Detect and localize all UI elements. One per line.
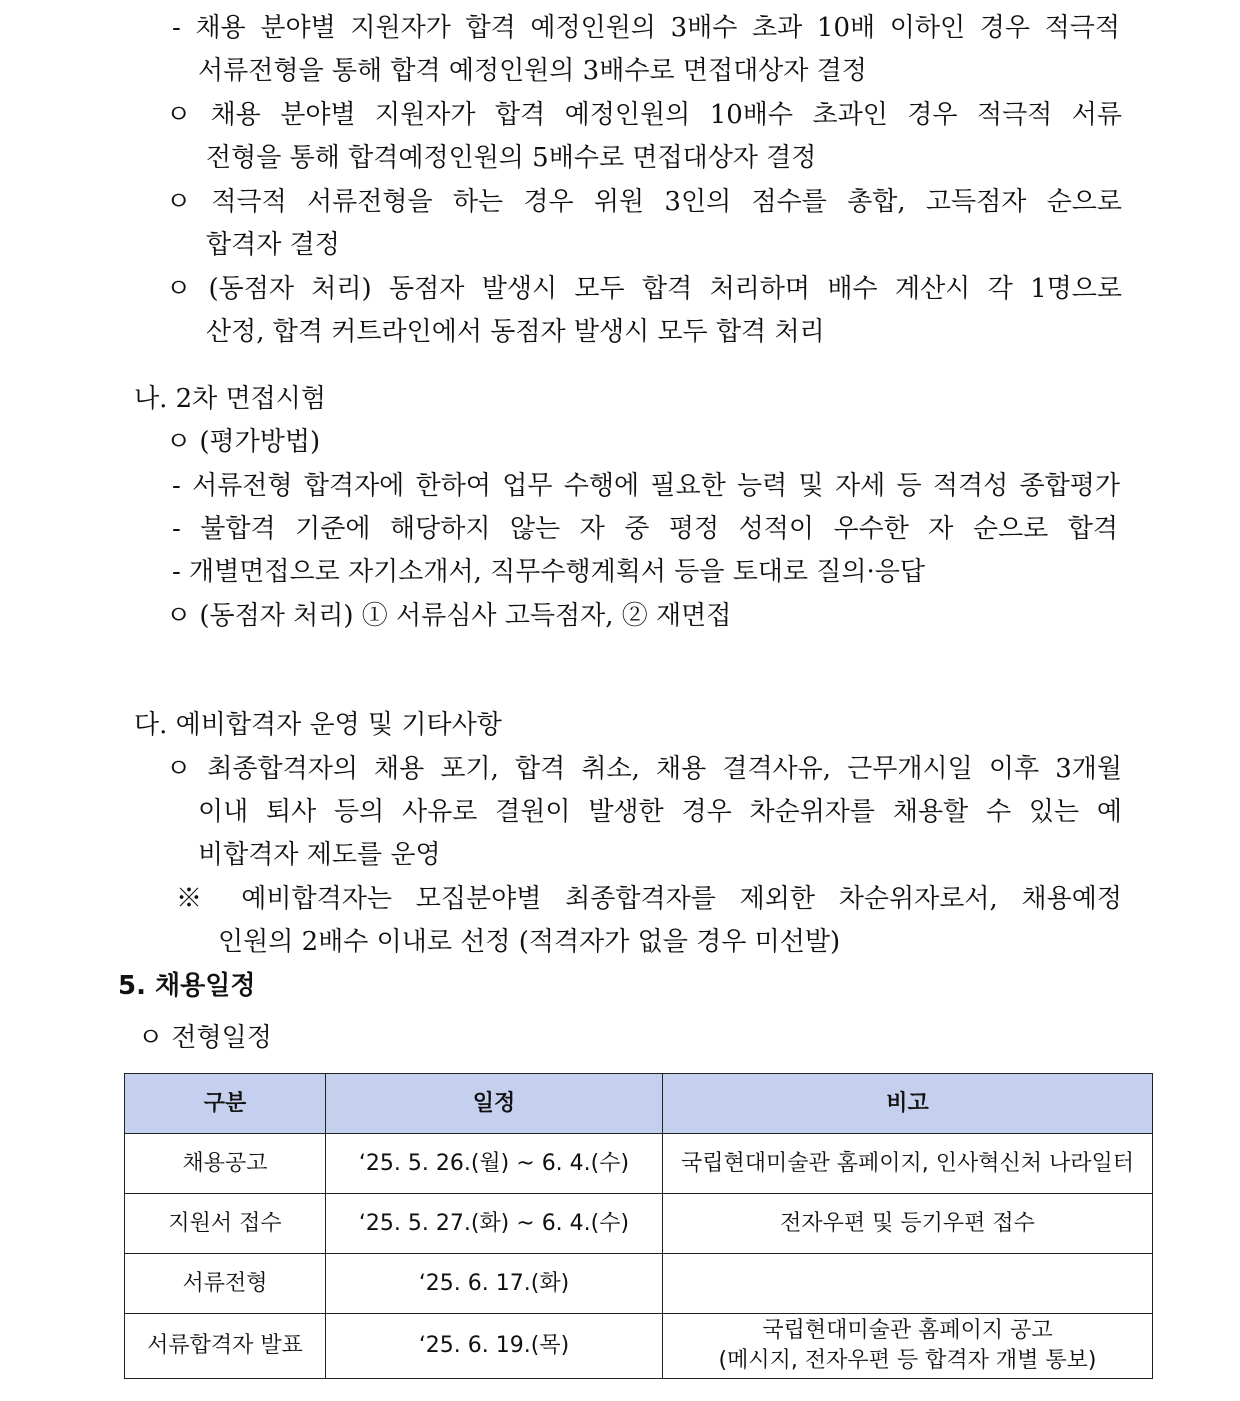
text-line: ㅇ (동점자 처리) 동점자 발생시 모두 합격 처리하며 배수 계산시 각 1명으로 — [166, 274, 1122, 304]
table-row — [125, 1194, 1153, 1254]
cell-category: 서류합격자 발표 — [125, 1314, 326, 1379]
header-schedule: 일정 — [326, 1074, 663, 1134]
cell-schedule: ‘25. 5. 27.(화) ~ 6. 4.(수) — [326, 1194, 663, 1254]
text-line: - 개별면접으로 자기소개서, 직무수행계획서 등을 토대로 질의·응답 — [172, 557, 926, 587]
text-line: 산정, 합격 커트라인에서 동점자 발생시 모두 합격 처리 — [206, 317, 825, 347]
section-heading-schedule: 5. 채용일정 — [118, 971, 256, 1001]
table-header-row — [125, 1074, 1153, 1134]
text-line: 전형을 통해 합격예정인원의 5배수로 면접대상자 결정 — [206, 143, 817, 173]
cell-note-line: (메시지, 전자우편 등 합격자 개별 통보) — [718, 1348, 1097, 1373]
text-line: - 채용 분야별 지원자가 합격 예정인원의 3배수 초과 10배 이하인 경우 적극적 — [172, 13, 1120, 43]
cell-schedule: ‘25. 6. 17.(화) — [326, 1254, 663, 1314]
text-line: 합격자 결정 — [206, 230, 340, 260]
text-line: ㅇ 채용 분야별 지원자가 합격 예정인원의 10배수 초과인 경우 적극적 서류 — [166, 100, 1122, 130]
cell-note: 국립현대미술관 홈페이지, 인사혁신처 나라일터 — [663, 1134, 1153, 1194]
text-line: ㅇ 전형일정 — [138, 1023, 272, 1053]
cell-note: 전자우편 및 등기우편 접수 — [663, 1194, 1153, 1254]
cell-category: 채용공고 — [125, 1134, 326, 1194]
text-line: ㅇ 적극적 서류전형을 하는 경우 위원 3인의 점수를 총합, 고득점자 순으로 — [166, 187, 1122, 217]
cell-category: 서류전형 — [125, 1254, 326, 1314]
table-row — [125, 1134, 1153, 1194]
text-line: ㅇ (동점자 처리) ① 서류심사 고득점자, ② 재면접 — [166, 601, 732, 631]
section-heading-na: 나. 2차 면접시험 — [134, 384, 327, 414]
note-line: ※ 예비합격자는 모집분야별 최종합격자를 제외한 차순위자로서, 채용예정 — [176, 884, 1122, 914]
text-line: ㅇ 최종합격자의 채용 포기, 합격 취소, 채용 결격사유, 근무개시일 이후 3개월 — [166, 754, 1122, 784]
cell-note-line: 국립현대미술관 홈페이지 공고 — [762, 1318, 1053, 1343]
cell-category: 지원서 접수 — [125, 1194, 326, 1254]
header-note: 비고 — [663, 1074, 1153, 1134]
text-line: - 불합격 기준에 해당하지 않는 자 중 평정 성적이 우수한 자 순으로 합격 — [172, 514, 1118, 544]
section-heading-da: 다. 예비합격자 운영 및 기타사항 — [134, 710, 502, 740]
text-line: 이내 퇴사 등의 사유로 결원이 발생한 경우 차순위자를 채용할 수 있는 예 — [198, 797, 1122, 827]
text-line: - 서류전형 합격자에 한하여 업무 수행에 필요한 능력 및 자세 등 적격성 종합평가 — [172, 471, 1120, 501]
cell-schedule: ‘25. 6. 19.(목) — [326, 1314, 663, 1379]
schedule-table — [124, 1073, 1153, 1379]
table-row — [125, 1254, 1153, 1314]
text-line: 비합격자 제도를 운영 — [198, 840, 441, 870]
text-line: 서류전형을 통해 합격 예정인원의 3배수로 면접대상자 결정 — [198, 56, 867, 86]
header-category: 구분 — [125, 1074, 326, 1134]
table-row — [125, 1314, 1153, 1379]
cell-note — [663, 1254, 1153, 1314]
cell-note — [663, 1314, 1153, 1379]
note-line: 인원의 2배수 이내로 선정 (적격자가 없을 경우 미선발) — [218, 927, 841, 957]
cell-schedule: ‘25. 5. 26.(월) ~ 6. 4.(수) — [326, 1134, 663, 1194]
text-line: ㅇ (평가방법) — [166, 427, 321, 457]
